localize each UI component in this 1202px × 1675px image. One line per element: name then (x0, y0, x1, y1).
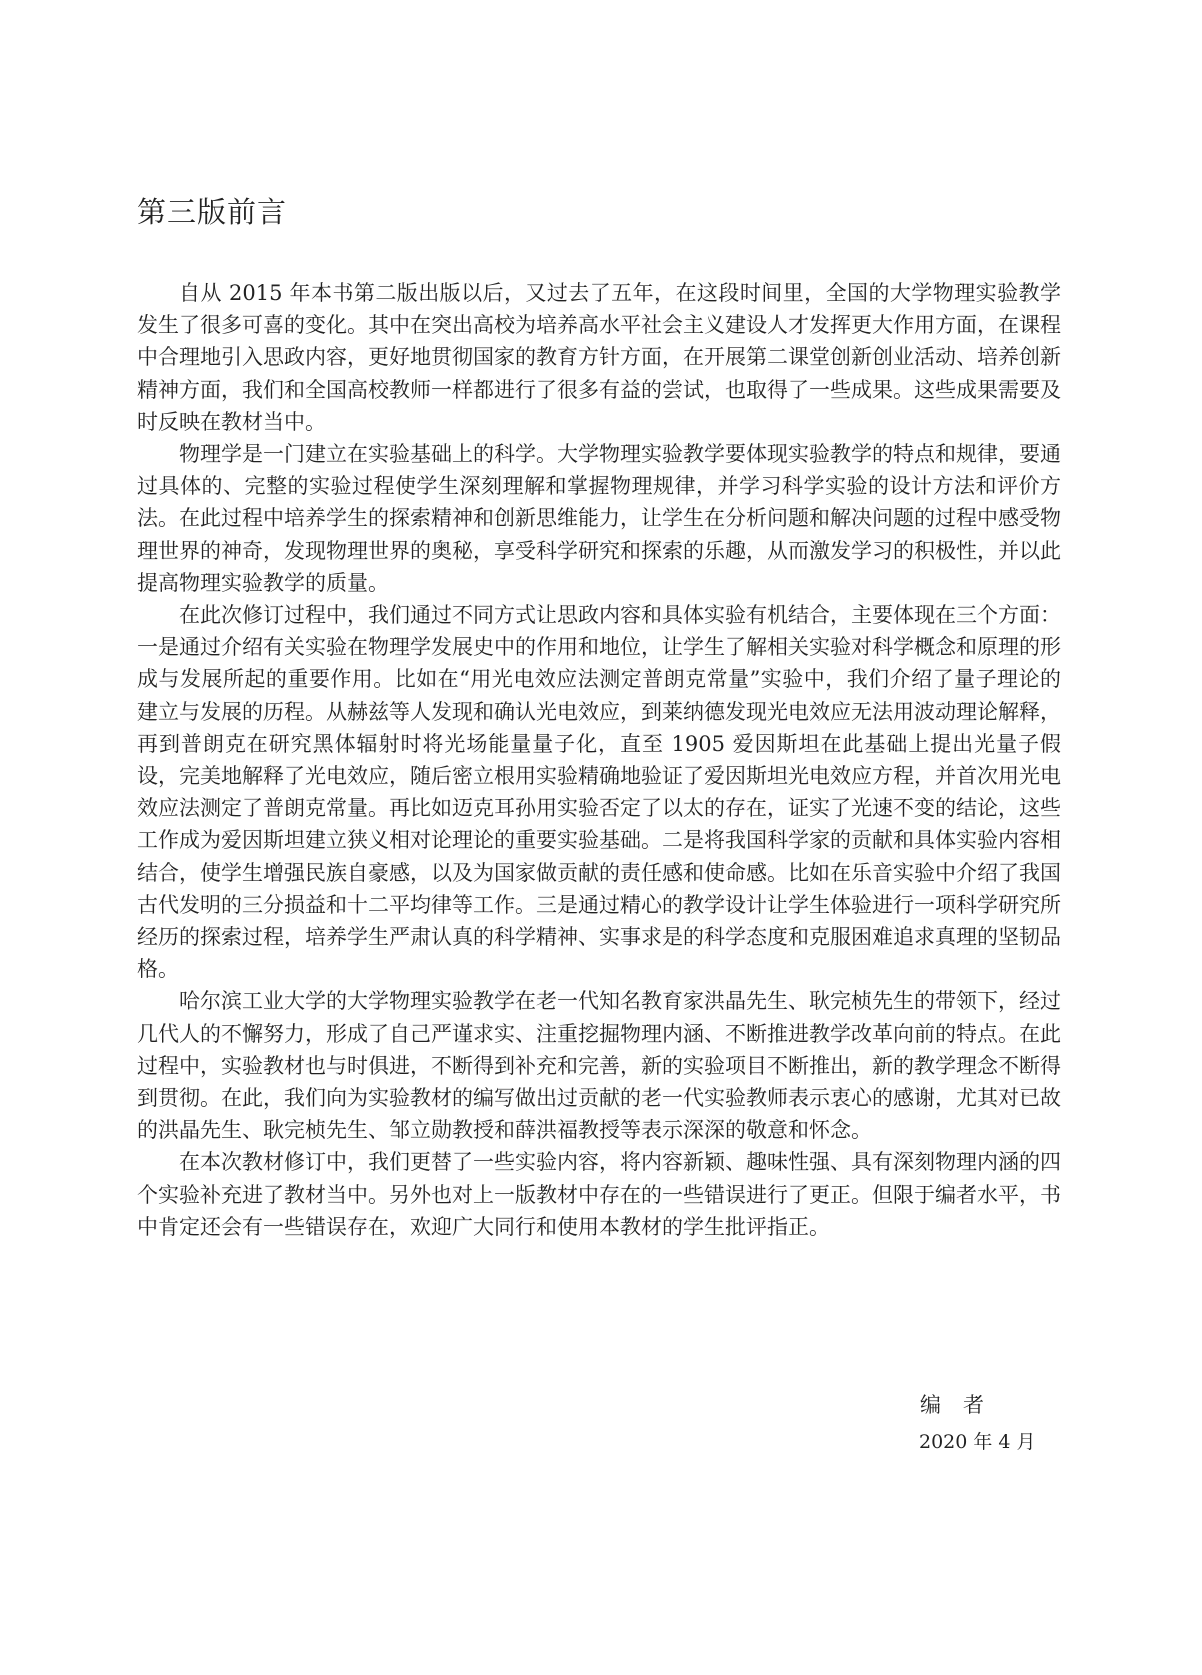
paragraph-2: 物理学是一门建立在实验基础上的科学。大学物理实验教学要体现实验教学的特点和规律，要通过具体的、完整的实验过程使学生深刻理解和掌握物理规律，并学习科学实验的设计方法和评价方法。在此过程中培养学生的探索精神和创新思维能力，让学生在分析问题和解决问题的过程中感受物理世界的神奇，发现物理世界的奥秘，享受科学研究和探索的乐趣，从而激发学习的积极性，并以此提高物理实验教学的质量。 (137, 442, 1061, 595)
paragraph-1: 自从 2015 年本书第二版出版以后，又过去了五年，在这段时间里，全国的大学物理实验教学发生了很多可喜的变化。其中在突出高校为培养高水平社会主义建设人才发挥更大作用方面，在课程中合理地引入思政内容，更好地贯彻国家的教育方针方面，在开展第二课堂创新创业活动、培养创新精神方面，我们和全国高校教师一样都进行了很多有益的尝试，也取得了一些成果。这些成果需要及时反映在教材当中。 (137, 281, 1061, 434)
preface-body (137, 277, 1061, 1243)
signature-author: 编者 (920, 1393, 1006, 1417)
paragraph-5: 在本次教材修订中，我们更替了一些实验内容，将内容新颖、趣味性强、具有深刻物理内涵的四个实验补充进了教材当中。另外也对上一版教材中存在的一些错误进行了更正。但限于编者水平，书中肯定还会有一些错误存在，欢迎广大同行和使用本教材的学生批评指正。 (137, 1150, 1061, 1239)
page-title: 第三版前言 (137, 195, 288, 229)
paragraph-3: 在此次修订过程中，我们通过不同方式让思政内容和具体实验有机结合，主要体现在三个方面：一是通过介绍有关实验在物理学发展史中的作用和地位，让学生了解相关实验对科学概念和原理的形成与发展所起的重要作用。比如在“用光电效应法测定普朗克常量”实验中，我们介绍了量子理论的建立与发展的历程。从赫兹等人发现和确认光电效应，到莱纳德发现光电效应无法用波动理论解释，再到普朗克在研究黑体辐射时将光场能量量子化，直至 1905 爱因斯坦在此基础上提出光量子假设，完美地解释了光电效应，随后密立根用实验精确地验证了爱因斯坦光电效应方程，并首次用光电效应法测定了普朗克常量。再比如迈克耳孙用实验否定了以太的存在，证实了光速不变的结论，这些工作成为爱因斯坦建立狭义相对论理论的重要实验基础。二是将我国科学家的贡献和具体实验内容相结合，使学生增强民族自豪感，以及为国家做贡献的责任感和使命感。比如在乐音实验中介绍了我国古代发明的三分损益和十二平均律等工作。三是通过精心的教学设计让学生体验进行一项科学研究所经历的探索过程，培养学生严肃认真的科学精神、实事求是的科学态度和克服困难追求真理的坚韧品格。 (137, 603, 1061, 982)
paragraph-4: 哈尔滨工业大学的大学物理实验教学在老一代知名教育家洪晶先生、耿完桢先生的带领下，经过几代人的不懈努力，形成了自己严谨求实、注重挖掘物理内涵、不断推进教学改革向前的特点。在此过程中，实验教材也与时俱进，不断得到补充和完善，新的实验项目不断推出，新的教学理念不断得到贯彻。在此，我们向为实验教材的编写做出过贡献的老一代实验教师表示衷心的感谢，尤其对已故的洪晶先生、耿完桢先生、邹立勋教授和薛洪福教授等表示深深的敬意和怀念。 (137, 989, 1061, 1143)
signature-date: 2020 年 4 月 (919, 1431, 1036, 1453)
